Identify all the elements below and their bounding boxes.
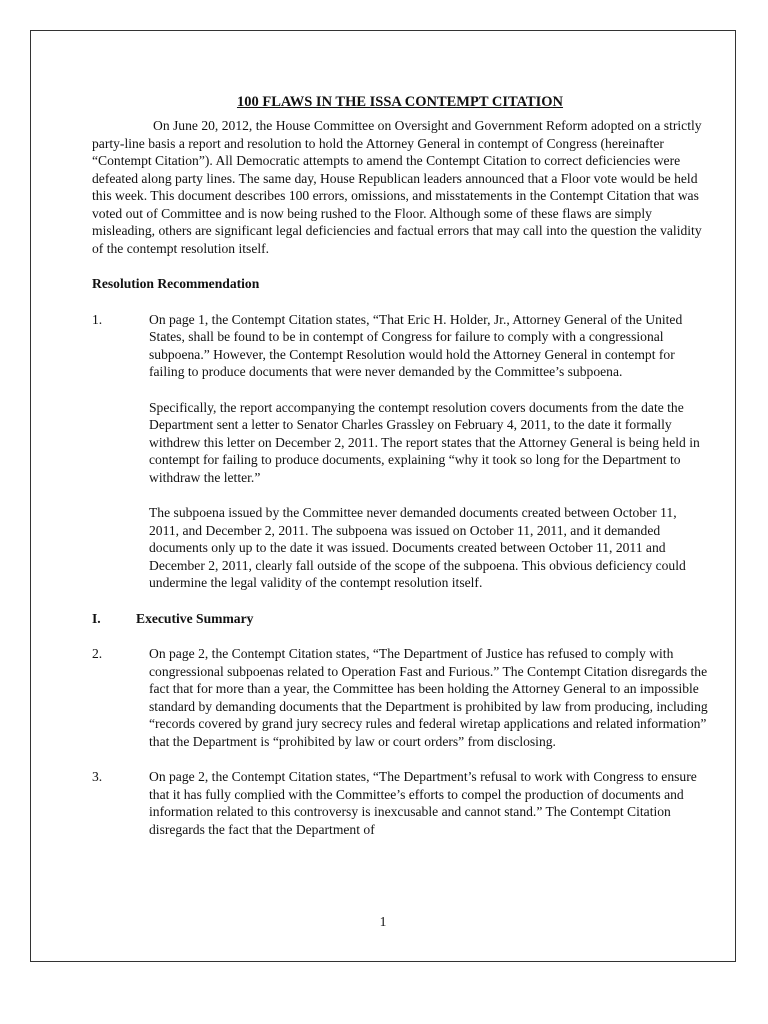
item-number: 1. <box>92 311 103 327</box>
item-paragraph: Specifically, the report accompanying the contempt resolution covers documents from the date the Department sent a letter to Senator Charles Grassley on February 4, 2011, to the date it formally withdrew this letter on December 2, 2011. The report states that the Attorney General is being held in contempt for failing to produce documents, explaining “why it took so long for the Department to withdraw the letter.” <box>149 399 700 485</box>
numbered-item-3 <box>92 768 708 838</box>
section-heading-executive-summary <box>92 610 708 628</box>
section-heading-label: Resolution Recommendation <box>92 276 260 291</box>
document-body <box>92 93 708 856</box>
document-title: 100 FLAWS IN THE ISSA CONTEMPT CITATION <box>236 94 564 110</box>
item-paragraph: On page 2, the Contempt Citation states, “The Department’s refusal to work with Congress to ensure that it has fully complied with the Committee’s efforts to compel the production of documents and information related to this controversy is inexcusable and cannot stand.” The Contempt Citation disregards the fact that the Department of <box>149 769 697 837</box>
item-paragraph: On page 2, the Contempt Citation states, “The Department of Justice has refused to comply with congressional subpoenas related to Operation Fast and Furious.” The Contempt Citation disregards the fact that for more than a year, the Committee has been holding the Attorney General to an impossible standard by demanding documents that the Department is prohibited by law from producing, including “records covered by grand jury secrecy rules and federal wiretap applications and related information” that the Department is “prohibited by law or court orders” from disclosing. <box>149 646 708 749</box>
section-heading-resolution <box>92 275 708 293</box>
section-number: I. <box>92 610 101 626</box>
section-heading-label: Executive Summary <box>136 610 254 626</box>
numbered-item-2 <box>92 645 708 750</box>
intro-paragraph: On June 20, 2012, the House Committee on Oversight and Government Reform adopted on a strictly party-line basis a report and resolution to hold the Attorney General in contempt of Congress (hereinafter “Contempt Citation”). All Democratic attempts to amend the Contempt Citation to correct deficiencies were defeated along party lines. The same day, House Republican leaders announced that a Floor vote would be held this week. This document describes 100 errors, omissions, and misstatements in the Contempt Citation that was voted out of Committee and is now being rushed to the Floor. Although some of these flaws are simply misleading, others are significant legal deficiencies and factual errors that may call into the question the validity of the contempt resolution itself. <box>92 118 702 256</box>
item-number: 3. <box>92 769 103 784</box>
item-paragraph: On page 1, the Contempt Citation states, “That Eric H. Holder, Jr., Attorney General of the United States, shall be found to be in contempt of Congress for failure to comply with a congressional subpoena.” However, the Contempt Resolution would hold the Attorney General in contempt for failing to produce documents that were never demanded by the Committee’s subpoena. <box>149 311 683 379</box>
page-number: 1 <box>379 914 387 929</box>
item-paragraph: The subpoena issued by the Committee never demanded documents created between October 11, 2011, and December 2, 2011. The subpoena was issued on October 11, 2011, and it demanded documents only up to the date it was issued. Documents created between October 11, 2011 and December 2, 2011, clearly fall outside of the scope of the subpoena. This obvious deficiency could undermine the legal validity of the contempt resolution itself. <box>149 505 686 590</box>
numbered-item-1 <box>92 311 708 592</box>
document-page <box>30 30 736 962</box>
item-number: 2. <box>92 646 103 661</box>
